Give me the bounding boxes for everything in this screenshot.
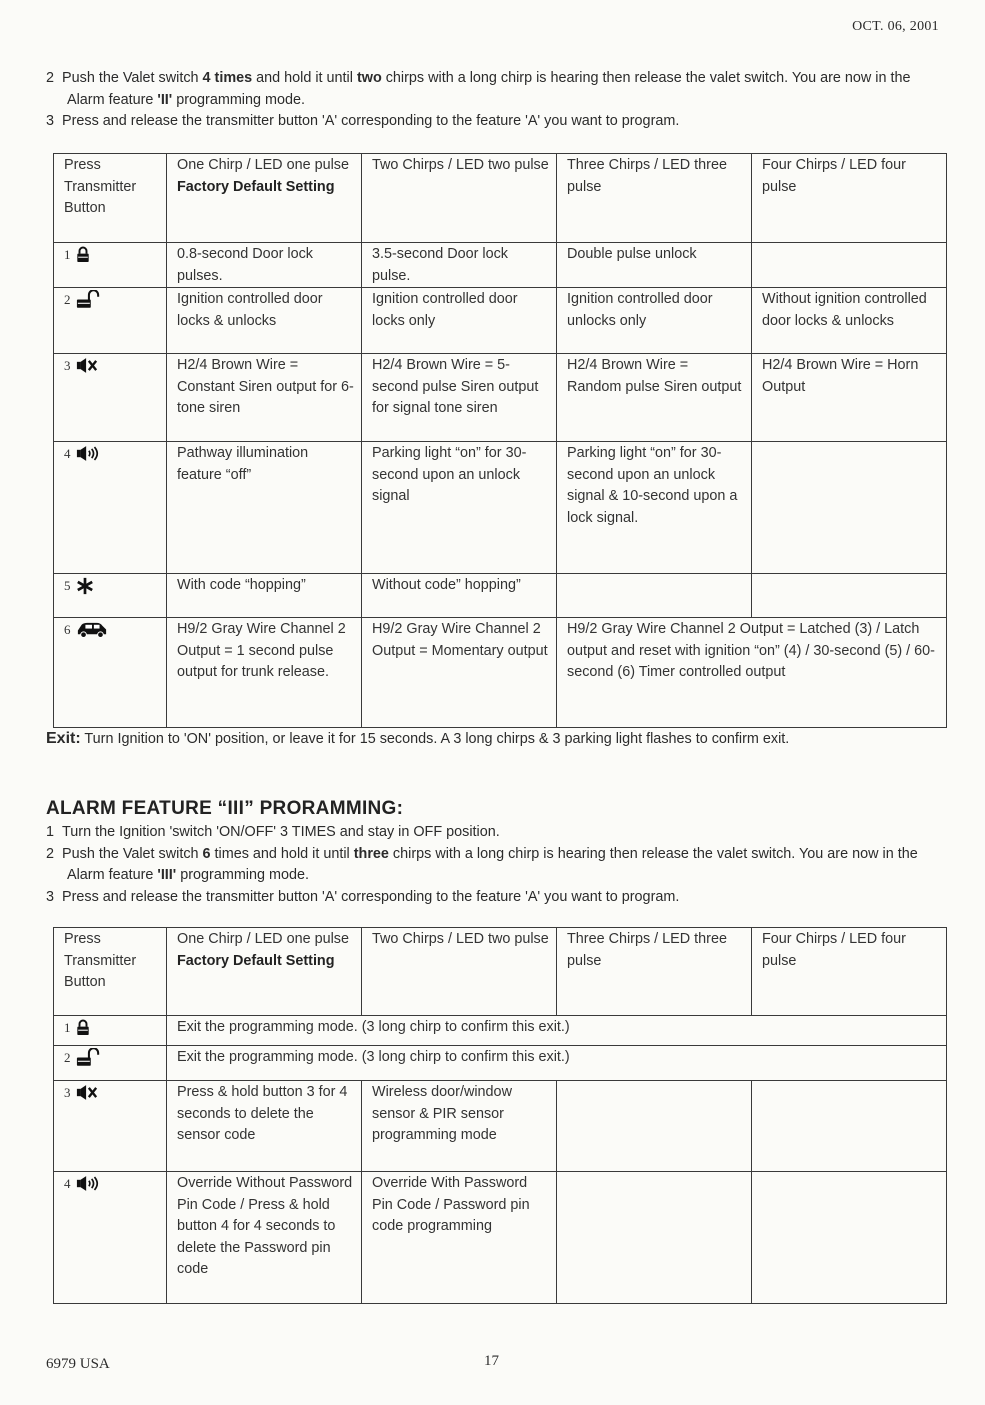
- table-header-row: [54, 154, 947, 243]
- header-two-chirps: Two Chirps / LED two pulse: [362, 154, 557, 243]
- table-cell-merged: Exit the programming mode. (3 long chirp to confirm this exit.): [167, 1016, 947, 1046]
- table-cell: [557, 574, 752, 618]
- unlock-icon: [76, 1048, 100, 1067]
- button-cell-4: 4: [54, 1172, 167, 1304]
- header-three-chirps: Three Chirps / LED three pulse: [557, 928, 752, 1016]
- feature-ii-table: [53, 153, 947, 728]
- button-cell-4: 4: [54, 442, 167, 574]
- header-press-button: Press Transmitter Button: [54, 154, 167, 243]
- table-cell: Ignition controlled door locks only: [362, 288, 557, 354]
- table-cell: Press & hold button 3 for 4 seconds to delete the sensor code: [167, 1081, 362, 1172]
- table-row: [54, 618, 947, 728]
- table-cell: Ignition controlled door unlocks only: [557, 288, 752, 354]
- speaker-sound-icon: [76, 1175, 100, 1192]
- section-step-2: 2 Push the Valet switch 6 times and hold it until three chirps with a long chirp is hearing then release the valet switch. You are now in the Alarm feature 'III' programming mode.: [46, 845, 918, 883]
- intro-steps: [46, 68, 943, 133]
- button-cell-2: 2: [54, 288, 167, 354]
- table-cell: Override Without Password Pin Code / Press & hold button 4 for 4 seconds to delete the Password pin code: [167, 1172, 362, 1304]
- table-cell: [752, 243, 947, 288]
- button-cell-6: 6: [54, 618, 167, 728]
- table-row: [54, 288, 947, 354]
- table-cell: H2/4 Brown Wire = Random pulse Siren output: [557, 354, 752, 442]
- table-cell: H9/2 Gray Wire Channel 2 Output = 1 second pulse output for trunk release.: [167, 618, 362, 728]
- document-date: OCT. 06, 2001: [852, 19, 939, 34]
- table-cell: [752, 442, 947, 574]
- table-cell: Parking light “on” for 30- second upon an unlock signal & 10-second upon a lock signal.: [557, 442, 752, 574]
- table-cell: Without ignition controlled door locks & unlocks: [752, 288, 947, 354]
- table-row: [54, 574, 947, 618]
- section-step-3: 3 Press and release the transmitter button 'A' corresponding to the feature 'A' you want to program.: [46, 888, 680, 905]
- table-row: [54, 1016, 947, 1046]
- header-three-chirps: Three Chirps / LED three pulse: [557, 154, 752, 243]
- table-cell: 3.5-second Door lock pulse.: [362, 243, 557, 288]
- exit-text: Turn Ignition to 'ON' position, or leave it for 15 seconds. A 3 long chirps & 3 parking light flashes to confirm exit.: [80, 731, 790, 747]
- table-cell: H9/2 Gray Wire Channel 2 Output = Momentary output: [362, 618, 557, 728]
- table-cell: [752, 574, 947, 618]
- button-cell-2: 2: [54, 1046, 167, 1081]
- speaker-sound-icon: [76, 445, 100, 462]
- table-row: [54, 354, 947, 442]
- button-cell-3: 3: [54, 354, 167, 442]
- table-cell: Wireless door/window sensor & PIR sensor programming mode: [362, 1081, 557, 1172]
- header-four-chirps: Four Chirps / LED four pulse: [752, 154, 947, 243]
- exit-label: Exit:: [46, 730, 81, 747]
- section-step-1: 1 Turn the Ignition 'switch 'ON/OFF' 3 TIMES and stay in OFF position.: [46, 824, 500, 840]
- table-cell: Override With Password Pin Code / Password pin code programming: [362, 1172, 557, 1304]
- car-icon: [76, 621, 108, 638]
- lock-icon: [76, 246, 90, 263]
- table-row: [54, 442, 947, 574]
- table-cell: [557, 1081, 752, 1172]
- page-number: 17: [484, 1353, 499, 1369]
- intro-step-3: 3 Press and release the transmitter button 'A' corresponding to the feature 'A' you want to program.: [46, 113, 680, 129]
- unlock-icon: [76, 290, 100, 309]
- lock-icon: [76, 1019, 90, 1036]
- header-two-chirps: Two Chirps / LED two pulse: [362, 928, 557, 1016]
- model-number: 6979 USA: [46, 1356, 110, 1372]
- button-cell-1: 1: [54, 243, 167, 288]
- feature-iii-table: [53, 927, 947, 1304]
- table-cell-merged: Exit the programming mode. (3 long chirp to confirm this exit.): [167, 1046, 947, 1081]
- table-cell: H2/4 Brown Wire = Constant Siren output for 6-tone siren: [167, 354, 362, 442]
- section-steps: [46, 822, 943, 908]
- table-row: [54, 1046, 947, 1081]
- table-cell: Pathway illumination feature “off”: [167, 442, 362, 574]
- exit-instructions: [46, 728, 943, 750]
- button-cell-1: 1: [54, 1016, 167, 1046]
- table-cell: [557, 1172, 752, 1304]
- table-cell: Double pulse unlock: [557, 243, 752, 288]
- table-row: [54, 1172, 947, 1304]
- section-heading: ALARM FEATURE “III” PRORAMMING:: [46, 798, 404, 819]
- button-cell-5: 5: [54, 574, 167, 618]
- table-cell: H2/4 Brown Wire = 5-second pulse Siren output for signal tone siren: [362, 354, 557, 442]
- table-cell: [752, 1081, 947, 1172]
- table-row: [54, 1081, 947, 1172]
- table-cell: 0.8-second Door lock pulses.: [167, 243, 362, 288]
- table-cell: Parking light “on” for 30- second upon an unlock signal: [362, 442, 557, 574]
- table-cell: Without code” hopping”: [362, 574, 557, 618]
- header-one-chirp: One Chirp / LED one pulse Factory Default Setting: [167, 154, 362, 243]
- header-press-button: Press Transmitter Button: [54, 928, 167, 1016]
- table-cell: Ignition controlled door locks & unlocks: [167, 288, 362, 354]
- table-cell: With code “hopping”: [167, 574, 362, 618]
- button-cell-3: 3: [54, 1081, 167, 1172]
- header-four-chirps: Four Chirps / LED four pulse: [752, 928, 947, 1016]
- table-cell: H2/4 Brown Wire = Horn Output: [752, 354, 947, 442]
- asterisk-icon: [76, 577, 94, 595]
- intro-step-2: 2 Push the Valet switch 4 times and hold it until two chirps with a long chirp is hearing then release the valet switch. You are now in the Alarm feature 'II' programming mode.: [46, 70, 911, 108]
- table-header-row: [54, 928, 947, 1016]
- header-one-chirp: One Chirp / LED one pulse Factory Default Setting: [167, 928, 362, 1016]
- table-cell-merged: H9/2 Gray Wire Channel 2 Output = Latched (3) / Latch output and reset with ignition “on” (4) / 30-second (5) / 60-second (6) Timer controlled output: [557, 618, 947, 728]
- speaker-mute-icon: [76, 357, 98, 374]
- table-cell: [752, 1172, 947, 1304]
- speaker-mute-icon: [76, 1084, 98, 1101]
- table-row: [54, 243, 947, 288]
